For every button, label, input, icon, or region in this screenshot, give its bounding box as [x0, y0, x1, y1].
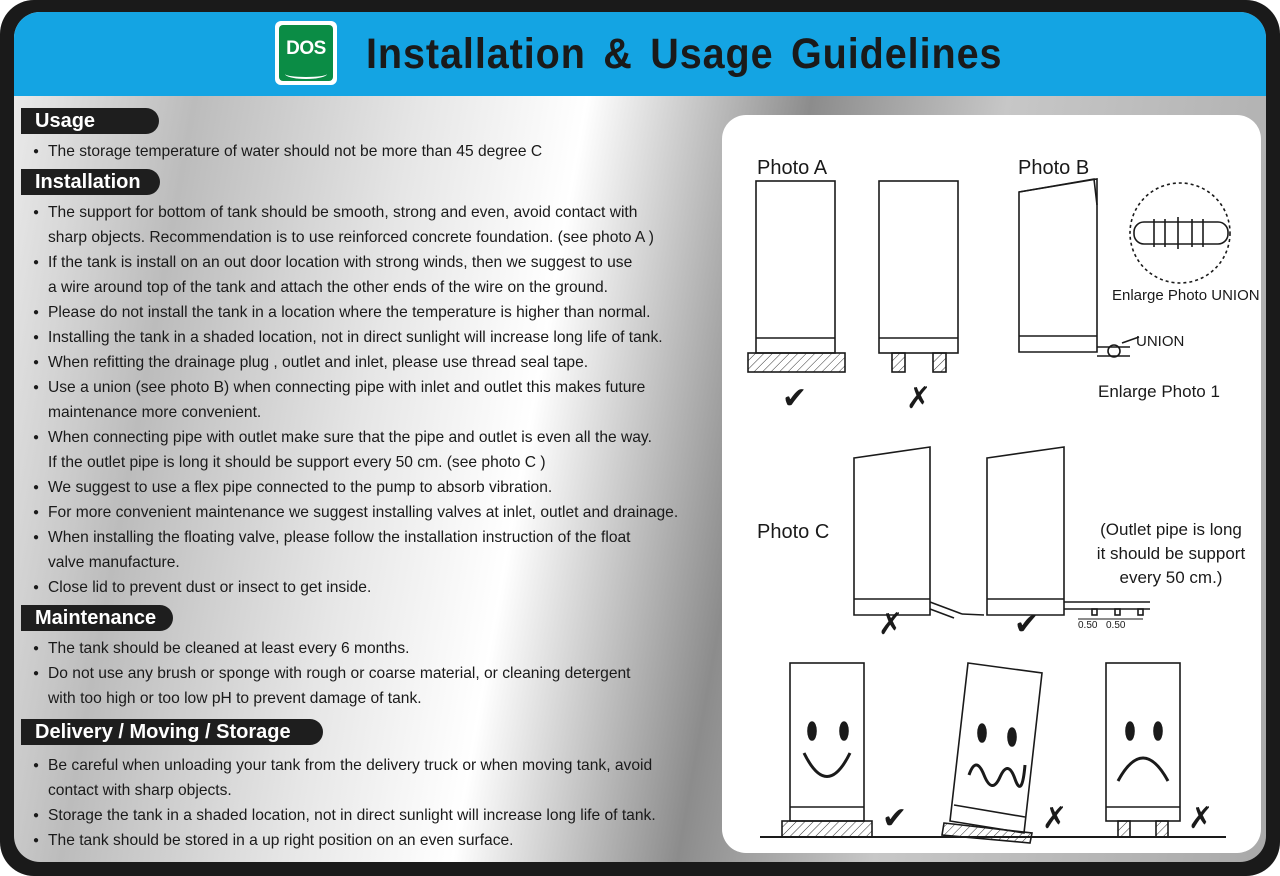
outlet-note-line-2: it should be support: [1096, 544, 1246, 563]
photo-b-label: Photo B: [1018, 157, 1090, 179]
list-item: [32, 661, 722, 711]
photo-a-tank-bad: [879, 181, 958, 372]
section-heading-delivery: Delivery / Moving / Storage: [21, 719, 323, 745]
list-item-line: ● The tank should be cleaned at least every 6 months.: [48, 640, 410, 657]
section-heading-maintenance: Maintenance: [21, 605, 173, 631]
list-item-line: ● Close lid to prevent dust or insect to get inside.: [48, 579, 372, 596]
list-item-line: If the outlet pipe is long it should be support every 50 cm. (see photo C ): [48, 454, 546, 471]
outlet-note: [1086, 518, 1256, 590]
outlet-note-line-3: every 50 cm.): [1119, 568, 1223, 587]
list-item-line: valve manufacture.: [48, 554, 180, 571]
cross-mark-icon: ✗: [906, 382, 932, 415]
list-item: [32, 803, 722, 828]
logo-wave-icon: [285, 69, 327, 79]
list-item: [32, 425, 722, 475]
list-item: [32, 200, 722, 250]
list-item: [32, 475, 722, 500]
usage-list: [32, 139, 722, 164]
check-mark-icon: ✔: [882, 802, 908, 835]
dimension-label-2: 0.50: [1106, 620, 1126, 631]
list-item-line: ● We suggest to use a flex pipe connected to the pump to absorb vibration.: [48, 479, 553, 496]
list-item-line: ● When connecting pipe with outlet make sure that the pipe and outlet is even all the way.: [48, 429, 652, 446]
list-item-line: ● The support for bottom of tank should be smooth, strong and even, avoid contact with: [48, 204, 638, 221]
list-item: [32, 575, 722, 600]
cross-mark-icon: ✗: [1188, 802, 1214, 835]
dimension-label-1: 0.50: [1078, 620, 1098, 631]
diagram-svg: [722, 115, 1261, 853]
photo-b-tank: [1019, 179, 1139, 357]
section-heading-installation: Installation: [21, 169, 160, 195]
photo-a-label: Photo A: [757, 157, 828, 179]
delivery-list: [32, 753, 722, 853]
list-item-line: ● Please do not install the tank in a location where the temperature is higher than normal.: [48, 304, 651, 321]
header-bar: [14, 12, 1266, 96]
list-item-line: a wire around top of the tank and attach the other ends of the wire on the ground.: [48, 279, 609, 296]
list-item: [32, 828, 722, 853]
list-item-line: with too high or too low pH to prevent damage of tank.: [48, 690, 422, 707]
diagram-panel: [722, 115, 1261, 853]
list-item-line: ● Storage the tank in a shaded location, not in direct sunlight will increase long life of tank.: [48, 807, 656, 824]
page-title: Installation & Usage Guidelines: [366, 30, 1003, 78]
list-item: [32, 250, 722, 300]
photo-c-tank-bad: [854, 447, 984, 618]
list-item: [32, 500, 722, 525]
enlarge-union-label: Enlarge Photo UNION: [1112, 287, 1260, 304]
list-item: [32, 325, 722, 350]
list-item: [32, 139, 722, 164]
list-item-line: ● For more convenient maintenance we suggest installing valves at inlet, outlet and drainage.: [48, 504, 679, 521]
union-enlarge-icon: [1130, 183, 1230, 283]
union-label: UNION: [1136, 333, 1185, 350]
installation-list: [32, 200, 722, 600]
enlarge-photo-1-label: Enlarge Photo 1: [1098, 382, 1220, 401]
tank-worried: [942, 663, 1042, 843]
list-item-line: ● Do not use any brush or sponge with rough or coarse material, or cleaning detergent: [48, 665, 631, 682]
list-item-line: contact with sharp objects.: [48, 782, 232, 799]
list-item-line: ● When installing the floating valve, please follow the installation instruction of the float: [48, 529, 631, 546]
poster-body: [14, 12, 1266, 862]
tank-sad: [1106, 663, 1180, 837]
check-mark-icon: ✔: [782, 382, 808, 415]
photo-c-label: Photo C: [757, 521, 830, 543]
list-item-line: ● The storage temperature of water should not be more than 45 degree C: [48, 143, 543, 160]
logo-text: DOS: [279, 25, 333, 81]
list-item: [32, 300, 722, 325]
list-item-line: ● Be careful when unloading your tank from the delivery truck or when moving tank, avoid: [48, 757, 653, 774]
outlet-note-line-1: (Outlet pipe is long: [1100, 520, 1242, 539]
photo-a-tank-good: [748, 181, 845, 372]
tank-happy: [782, 663, 872, 837]
dos-logo: [275, 21, 337, 85]
list-item-line: ● The tank should be stored in a up right position on an even surface.: [48, 832, 514, 849]
list-item: [32, 375, 722, 425]
list-item-line: ● Use a union (see photo B) when connecting pipe with inlet and outlet this makes future: [48, 379, 646, 396]
list-item-line: maintenance more convenient.: [48, 404, 262, 421]
list-item-line: sharp objects. Recommendation is to use reinforced concrete foundation. (see photo A ): [48, 229, 654, 246]
list-item: [32, 636, 722, 661]
section-heading-usage: Usage: [21, 108, 159, 134]
list-item: [32, 525, 722, 575]
list-item-line: ● When refitting the drainage plug , outlet and inlet, please use thread seal tape.: [48, 354, 589, 371]
list-item-line: ● Installing the tank in a shaded location, not in direct sunlight will increase long life of tank.: [48, 329, 663, 346]
list-item-line: ● If the tank is install on an out door location with strong winds, then we suggest to use: [48, 254, 633, 271]
cross-mark-icon: ✗: [878, 608, 904, 641]
check-mark-icon: ✔: [1014, 608, 1040, 641]
maintenance-list: [32, 636, 722, 711]
list-item: [32, 350, 722, 375]
list-item: [32, 753, 722, 803]
cross-mark-icon: ✗: [1042, 802, 1068, 835]
